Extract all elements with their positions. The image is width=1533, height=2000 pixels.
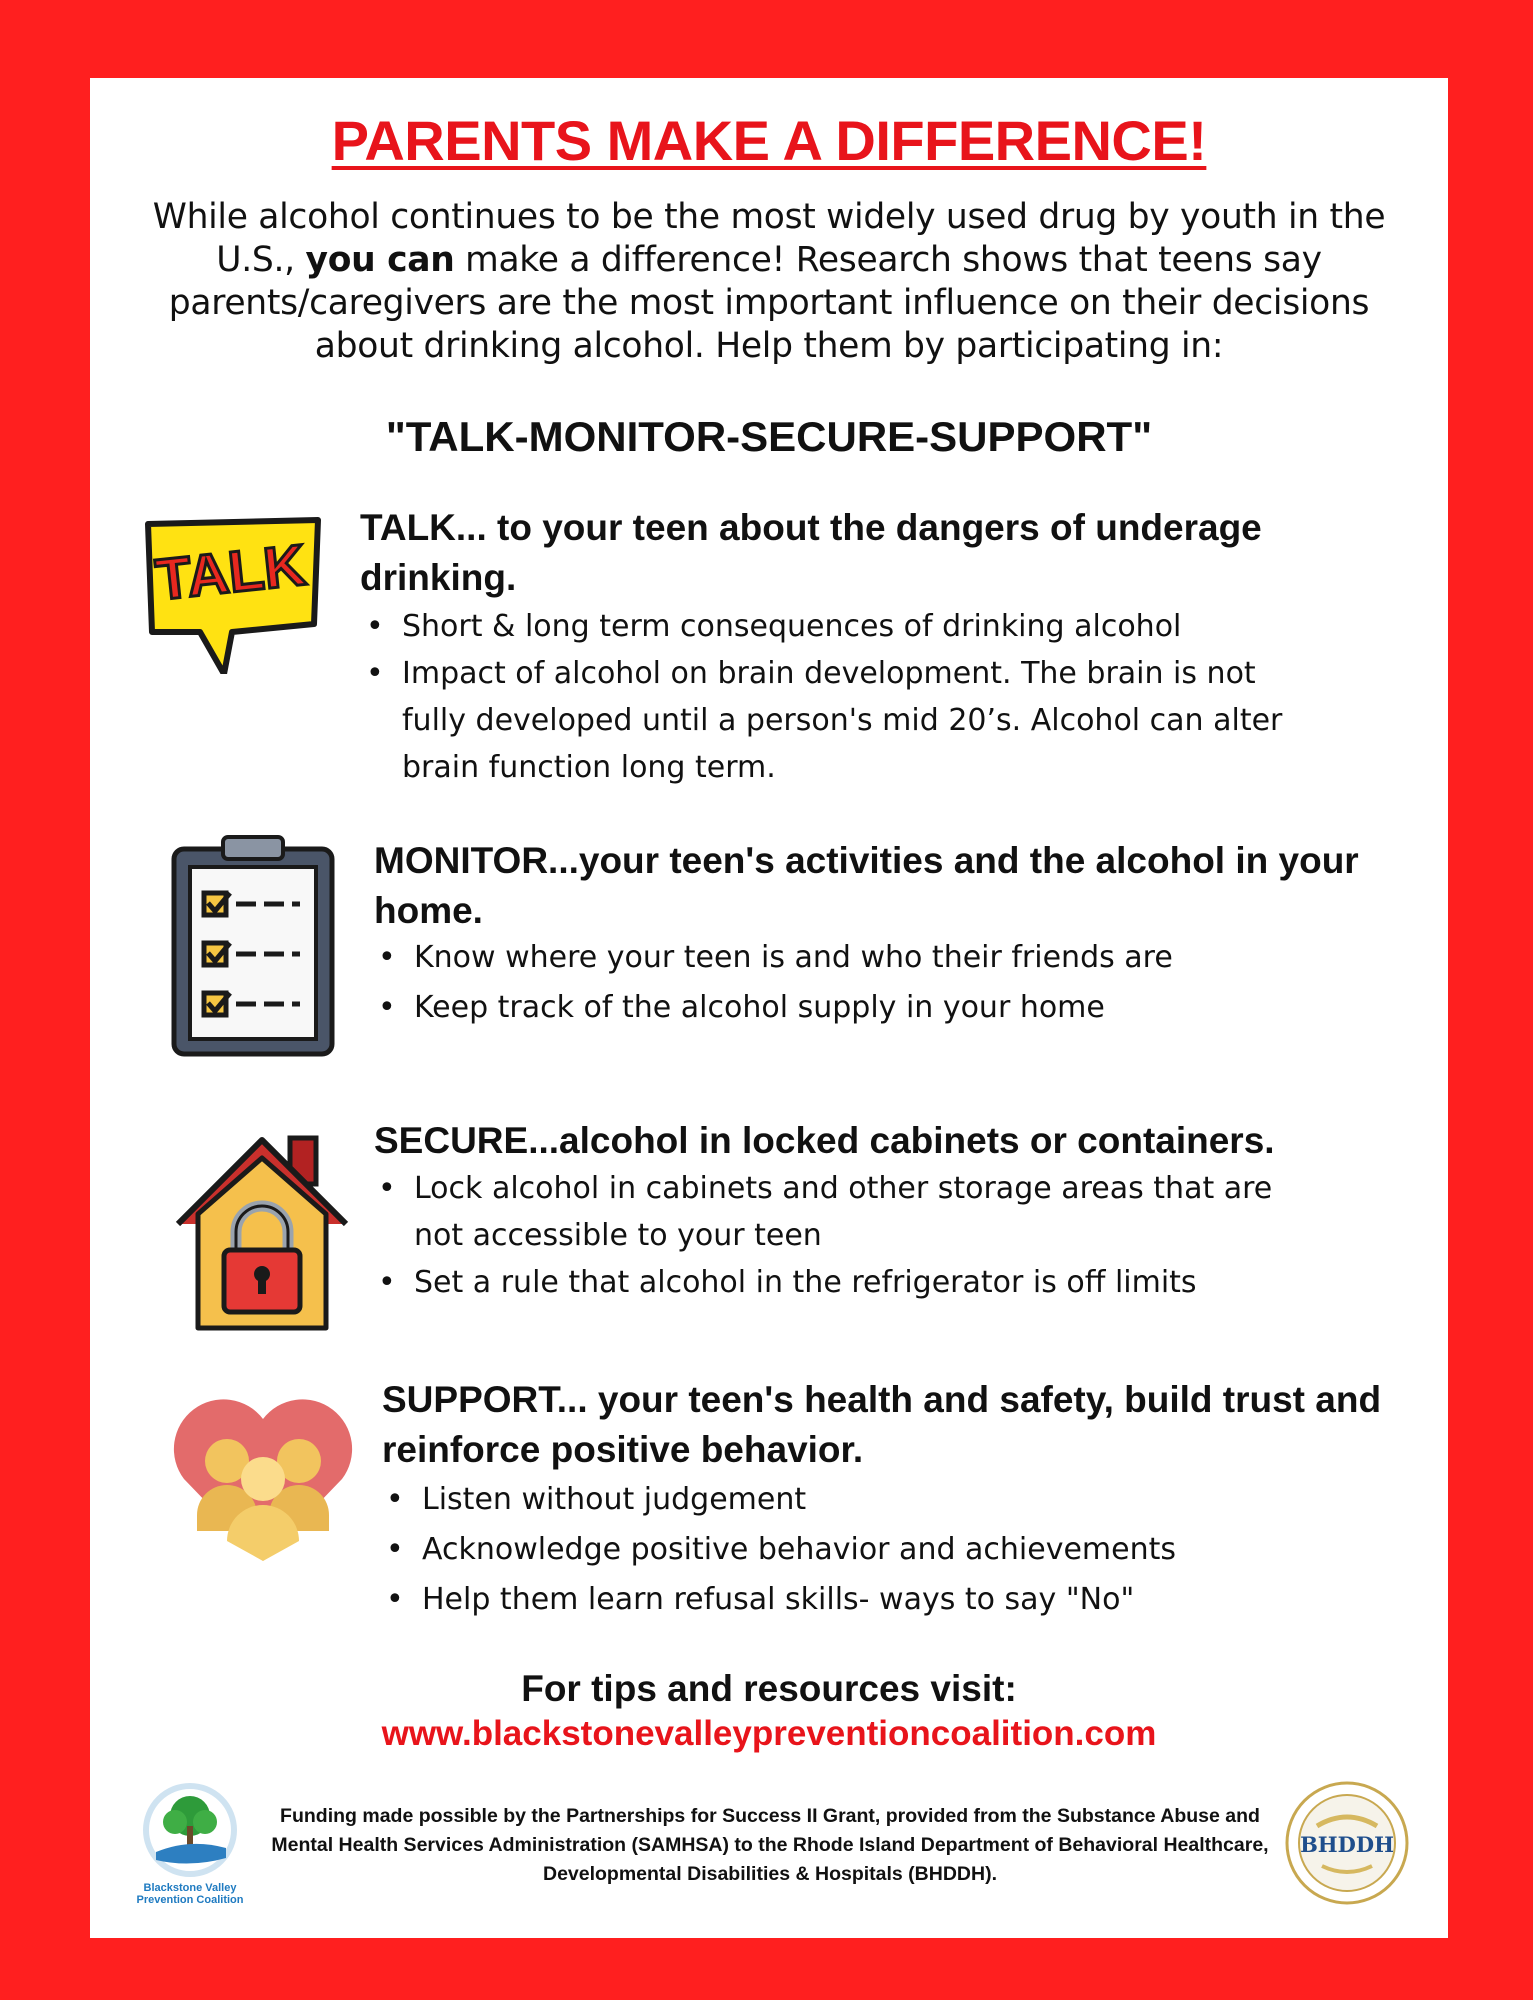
secure-heading: SECURE...alcohol in locked cabinets or containers.: [374, 1120, 1275, 1161]
page-title: PARENTS MAKE A DIFFERENCE!: [331, 109, 1207, 172]
intro-paragraph: [140, 196, 1398, 368]
list-item: • Set a rule that alcohol in the refrigerator is off limits: [372, 1259, 1372, 1306]
talk-icon-text: TALK: [152, 532, 309, 613]
clipboard-checklist-icon: [168, 835, 338, 1060]
support-heading: SUPPORT... your teen's health and safety, build trust and reinforce positive behavior.: [382, 1379, 1382, 1470]
list-item: • Know where your teen is and who their friends are: [372, 933, 1372, 983]
state-seal-icon: [1282, 1778, 1412, 1908]
monitor-bullet-list: [372, 933, 1372, 1033]
list-item: • Acknowledge positive behavior and achievements: [380, 1525, 1380, 1575]
resource-link[interactable]: www.blackstonevalleypreventioncoalition.com: [381, 1714, 1157, 1753]
monitor-section: [90, 833, 1448, 1133]
list-item: • Help them learn refusal skills- ways to say "No": [380, 1575, 1380, 1625]
list-item: • Short & long term consequences of drinking alcohol: [360, 603, 1360, 650]
tips-heading: For tips and resources visit:: [521, 1668, 1017, 1709]
heart-family-icon: [172, 1391, 354, 1566]
intro-emphasis: you can: [305, 240, 455, 280]
talk-bullet-list: [360, 603, 1360, 791]
talk-section: [90, 498, 1448, 858]
list-item: • Lock alcohol in cabinets and other storage areas that are not accessible to your teen: [372, 1165, 1372, 1259]
list-item: • Listen without judgement: [380, 1475, 1380, 1525]
flyer-card: [90, 78, 1448, 1938]
list-item: • Keep track of the alcohol supply in your home: [372, 983, 1372, 1033]
tree-logo-icon: [130, 1778, 250, 1878]
intro-text-part1: While alcohol continues to be the most widely used drug by youth in the U.S.,: [152, 197, 1386, 280]
bhddh-logo: [1282, 1778, 1412, 1908]
secure-section: [90, 1113, 1448, 1373]
coalition-logo-caption-2: Prevention Coalition: [136, 1894, 244, 1906]
bhddh-logo-text: BHDDH: [1300, 1832, 1394, 1857]
coalition-logo: [130, 1778, 250, 1906]
talk-heading: TALK... to your teen about the dangers of underage drinking.: [360, 507, 1262, 598]
motto-heading: "TALK-MONITOR-SECURE-SUPPORT": [385, 413, 1153, 460]
support-section: [90, 1373, 1448, 1673]
funding-statement: Funding made possible by the Partnerships for Success II Grant, provided from the Substance Abuse and Mental Health Services Administration (SAMHSA) to the Rhode Island Department of Behavioral Healthcare, Developmental Disabilities & Hospitals (BHDDH).: [271, 1805, 1269, 1885]
support-bullet-list: [380, 1475, 1380, 1625]
list-item: • Impact of alcohol on brain development. The brain is not fully developed until a person's mid 20’s. Alcohol can alter brain function long term.: [360, 650, 1360, 791]
talk-speech-bubble-icon: [122, 514, 332, 674]
intro-text-part2: make a difference! Research shows that teens say parents/caregivers are the most important influence on their decisions about drinking alcohol. Help them by participating in:: [168, 240, 1370, 366]
house-padlock-icon: [172, 1128, 352, 1333]
monitor-heading: MONITOR...your teen's activities and the alcohol in your home.: [374, 840, 1359, 931]
coalition-logo-caption-1: Blackstone Valley: [143, 1882, 237, 1894]
secure-bullet-list: [372, 1165, 1372, 1306]
